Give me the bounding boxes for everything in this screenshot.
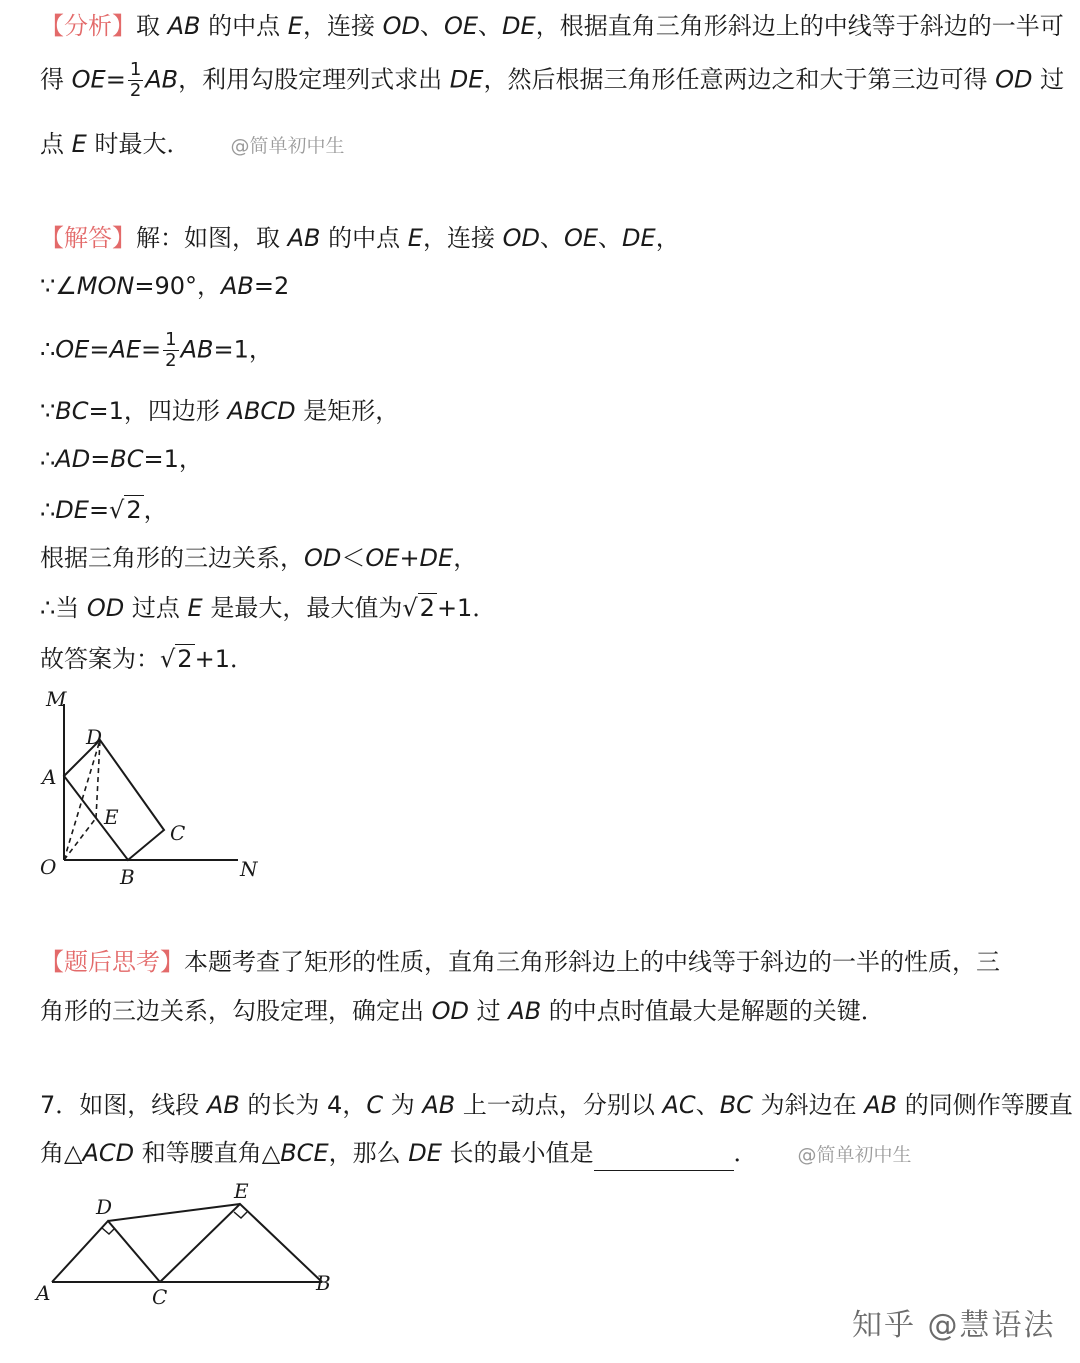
text: +1． [194, 645, 254, 673]
solution-line-1 [40, 222, 680, 254]
text: =1， [143, 445, 203, 473]
geometry-figure-rectangle [30, 682, 280, 892]
label-n: N [240, 857, 258, 881]
analysis-line-2 [40, 60, 1064, 101]
fraction-half [128, 60, 143, 101]
math: BC [55, 397, 89, 425]
math: AC [662, 1091, 696, 1119]
text: ． [733, 1139, 758, 1167]
denominator: 2 [129, 80, 142, 101]
solution-line-7 [40, 542, 477, 574]
text: 过点 [124, 594, 188, 622]
math: OD [502, 224, 540, 252]
text: =1，四边形 [88, 397, 228, 425]
text: = [88, 496, 110, 524]
text: 和等腰直角△ [134, 1139, 281, 1167]
math: E [71, 130, 87, 158]
segment-de [108, 1204, 240, 1221]
sqrt-two [109, 494, 144, 526]
reflection-line-1 [40, 946, 1000, 978]
text: =1， [213, 335, 273, 364]
math: E [287, 12, 303, 40]
math: DE [55, 496, 89, 524]
label-a: A [42, 765, 57, 789]
text: = [89, 335, 110, 364]
segment-de [96, 740, 100, 818]
text: 故答案为： [40, 645, 160, 673]
geometry-figure-triangles [30, 1176, 350, 1316]
math: BC [110, 445, 144, 473]
solution-line-8 [40, 592, 496, 624]
analysis-tag: 【分析】 [40, 12, 136, 40]
text: =2 [253, 272, 290, 300]
text: ，连接 [422, 224, 503, 252]
text: ∴当 [40, 594, 87, 622]
watermark: @简单初中生 [230, 135, 345, 157]
label-b: B [316, 1271, 331, 1295]
answer-blank [594, 1144, 734, 1171]
math: AB [864, 1091, 898, 1119]
label-a: A [36, 1281, 51, 1305]
text: 根据三角形的三边关系， [40, 544, 304, 572]
problem7-line-2 [40, 1137, 912, 1171]
math: OE [55, 335, 90, 364]
radicand: 2 [126, 496, 142, 524]
text: 是最大，最大值为 [202, 594, 403, 622]
solution-line-4 [40, 395, 399, 427]
math: DE [502, 12, 536, 40]
radical-sign: √ [160, 645, 176, 673]
math: OE [563, 224, 599, 252]
label-c: C [170, 821, 186, 845]
math: DE [408, 1139, 442, 1167]
math: C [366, 1091, 384, 1119]
sqrt-two [160, 643, 195, 675]
text: 、 [598, 224, 623, 252]
radical-sign: √ [402, 594, 418, 622]
text: 长的最小值是 [441, 1139, 594, 1167]
denominator: 2 [165, 350, 177, 371]
math: OD [86, 594, 125, 622]
solution-line-5 [40, 443, 203, 475]
label-e: E [234, 1179, 249, 1203]
reflection-tag: 【题后思考】 [40, 948, 184, 976]
text: 的中点 [320, 224, 408, 252]
math: ABCD [227, 397, 296, 425]
text: = [141, 335, 162, 364]
text: ∵ [40, 397, 56, 425]
analysis-line-3 [40, 128, 344, 162]
fraction-half [163, 330, 178, 371]
label-o: O [40, 855, 57, 879]
math: OD [431, 997, 470, 1025]
text: 、 [478, 12, 503, 40]
math: E [187, 594, 203, 622]
text: 、 [695, 1091, 720, 1119]
text: = [90, 445, 111, 473]
label-e: E [104, 805, 119, 829]
text: 取 [136, 12, 168, 40]
text: 上一动点，分别以 [455, 1091, 663, 1119]
label-m: M [46, 687, 67, 711]
math: OE [443, 12, 479, 40]
text: ∴ [40, 445, 56, 473]
math: AB [422, 1091, 456, 1119]
math: AB [167, 12, 201, 40]
radical-sign: √ [109, 496, 125, 524]
text: 7．如图，线段 [40, 1091, 207, 1119]
text: 角△ [40, 1139, 83, 1167]
math: E [407, 224, 423, 252]
text: ， [453, 544, 478, 572]
text: 的长为 4， [239, 1091, 367, 1119]
text: ，根据直角三角形斜边上的中线等于斜边的一半可 [535, 12, 1064, 40]
math: OE [71, 65, 106, 94]
problem7-line-1 [40, 1089, 1073, 1121]
radicand: 2 [419, 594, 435, 622]
sqrt-two [402, 592, 437, 624]
math: AB [145, 65, 179, 94]
segment-oe [64, 818, 96, 860]
math: OD [382, 12, 420, 40]
radicand: 2 [177, 645, 193, 673]
text: 过 [469, 997, 509, 1025]
text: ∵∠ [40, 272, 77, 300]
label-b: B [120, 865, 135, 889]
math: AB [180, 335, 214, 364]
right-angle-mark-e [234, 1212, 247, 1218]
math: BC [719, 1091, 753, 1119]
math: DE [419, 544, 454, 572]
math: AD [55, 445, 91, 473]
solution-line-2 [40, 270, 289, 302]
text: =90°， [134, 272, 222, 300]
math: AB [221, 272, 254, 300]
math: ACD [82, 1139, 135, 1167]
math: OD [995, 65, 1033, 94]
solution-line-9 [40, 643, 254, 675]
text: ∴ [40, 496, 56, 524]
right-angle-mark-d [102, 1228, 115, 1234]
triangle-bce [160, 1204, 322, 1282]
text: 解：如图，取 [136, 224, 288, 252]
text: ， [655, 224, 680, 252]
watermark: @简单初中生 [797, 1144, 912, 1166]
label-d: D [86, 725, 103, 749]
text: 的同侧作等腰直 [897, 1091, 1073, 1119]
solution-tag: 【解答】 [40, 224, 136, 252]
label-d: D [96, 1195, 113, 1219]
text: 、 [419, 12, 444, 40]
reflection-line-2 [40, 995, 885, 1027]
triangle-acd [52, 1221, 160, 1282]
rectangle-abcd [64, 740, 164, 860]
math: OD [304, 544, 342, 572]
numerator: 1 [165, 329, 177, 350]
text: ，然后根据三角形任意两边之和大于第三边可得 [483, 65, 996, 94]
text: 得 [40, 65, 72, 94]
text: 为斜边在 [752, 1091, 865, 1119]
text: = [105, 65, 126, 94]
math: DE [449, 65, 484, 94]
math: DE [622, 224, 656, 252]
math: AE [109, 335, 142, 364]
text: 本题考查了矩形的性质，直角三角形斜边上的中线等于斜边的一半的性质，三 [184, 948, 1000, 976]
text: 角形的三边关系，勾股定理，确定出 [40, 997, 432, 1025]
numerator: 1 [129, 59, 142, 80]
text: 的中点时值最大是解题的关键． [541, 997, 885, 1025]
text: 的中点 [200, 12, 288, 40]
text: 为 [383, 1091, 423, 1119]
solution-line-3 [40, 330, 273, 371]
solution-line-6 [40, 494, 168, 526]
text: 过 [1032, 65, 1065, 94]
math: MON [76, 272, 135, 300]
text: ＜ [341, 544, 366, 572]
zhihu-watermark: 知乎 @慧语法 [852, 1308, 1056, 1343]
text: ，利用勾股定理列式求出 [178, 65, 450, 94]
text: 时最大． [86, 130, 191, 158]
math: BCE [280, 1139, 329, 1167]
text: ， [143, 496, 168, 524]
analysis-line-1 [40, 10, 1064, 42]
text: 点 [40, 130, 72, 158]
text: ，那么 [328, 1139, 409, 1167]
text: ∴ [40, 335, 56, 364]
math: AB [287, 224, 321, 252]
math: AB [206, 1091, 240, 1119]
math: AB [508, 997, 542, 1025]
text: +1． [436, 594, 497, 622]
text: 、 [539, 224, 564, 252]
text: + [399, 544, 420, 572]
math: OE [365, 544, 400, 572]
text: ，连接 [302, 12, 383, 40]
text: 是矩形， [295, 397, 400, 425]
label-c: C [152, 1285, 168, 1309]
